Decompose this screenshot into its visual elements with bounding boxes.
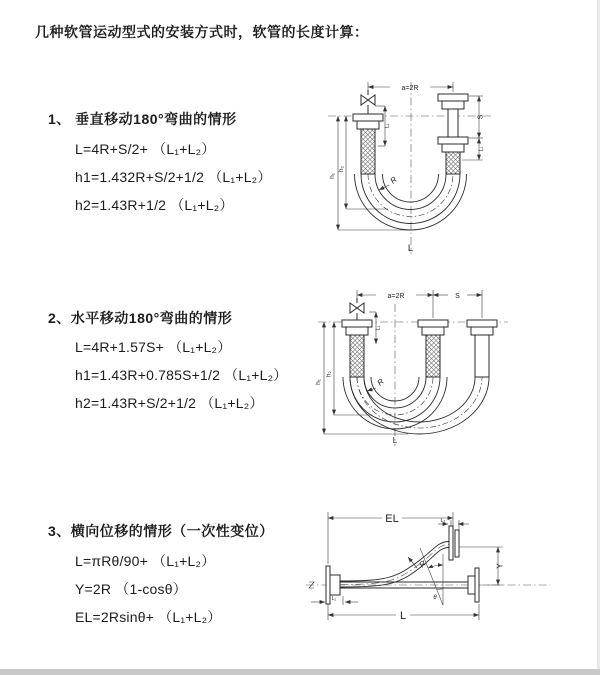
flange	[467, 320, 497, 327]
valve-icon	[368, 95, 375, 105]
dim-label-l1-left: L₁	[384, 123, 391, 129]
pipe-stem	[448, 109, 458, 137]
dim-label-el: EL	[385, 513, 399, 525]
flange	[442, 101, 464, 109]
hose-assembly	[326, 526, 479, 604]
section-1-heading: 1、 垂直移动180°弯曲的情形	[48, 111, 237, 127]
page-title: 几种软管运动型式的安装方式时，软管的长度计算：	[35, 24, 369, 40]
section-2-formula-L: L=4R+1.57S+ （L₁+L₂）	[75, 339, 232, 355]
flange	[475, 568, 479, 602]
radius-label: R	[375, 376, 386, 388]
radius-label: R	[417, 558, 428, 570]
braided-hose	[446, 152, 460, 174]
dim-label-y: Y	[495, 563, 505, 569]
flange	[330, 575, 340, 595]
angle-label: θ	[433, 595, 437, 601]
section-2-formula-h2: h2=1.43R+S/2+1/2 （L₁+L₂）	[75, 395, 264, 411]
length-label: L	[392, 436, 398, 445]
flange	[418, 320, 448, 327]
valve-icon	[350, 303, 357, 313]
flange	[471, 327, 493, 335]
length-label: L	[407, 243, 414, 254]
flange	[449, 526, 453, 560]
hose-assembly	[353, 90, 468, 174]
diagram-lateral-displacement	[298, 498, 598, 653]
section-3-formula-EL: EL=2Rsinθ+ （L₁+L₂）	[75, 609, 222, 625]
flange	[442, 144, 464, 152]
braided-hose	[361, 129, 375, 174]
section-2-formula-h1: h1=1.43R+0.785S+1/2 （L₁+L₂）	[75, 367, 288, 383]
dim-label-h2: h₂	[338, 165, 345, 173]
dimension-lines	[324, 290, 482, 434]
dim-label-h2: h₂	[325, 370, 333, 378]
dim-label-a2r: a=2R	[387, 292, 405, 300]
u-bend-arcs	[355, 174, 467, 230]
diagram-horizontal-180-bend	[310, 282, 595, 452]
diagram-vertical-180-bend	[316, 74, 596, 259]
dim-label-l: L	[399, 610, 407, 622]
braided-hose	[350, 335, 364, 377]
section-1-formula-h1: h1=1.432R+S/2+1/2 （L₁+L₂）	[75, 169, 272, 185]
flange	[346, 327, 368, 335]
flange	[357, 121, 379, 129]
dim-label-h1: h₁	[329, 173, 336, 179]
section-3-formula-L: L=πRθ/90+ （L₁+L₂）	[75, 553, 216, 569]
valve-icon	[361, 95, 368, 105]
braided-hose	[426, 335, 440, 377]
valve-icon	[357, 303, 364, 313]
dimension-lines	[311, 512, 503, 620]
dim-label-l1-right: L₁	[478, 146, 485, 152]
page-bottom-edge	[0, 669, 600, 675]
flange	[438, 94, 468, 101]
flange	[422, 327, 444, 335]
flange	[353, 114, 383, 121]
dim-label-s: S	[455, 292, 460, 300]
dim-label-l1: L₁	[375, 325, 382, 331]
hose-assembly	[342, 298, 497, 377]
flange	[342, 320, 372, 327]
dim-label-a2r: a=2R	[401, 84, 419, 92]
radius-label: R	[388, 174, 399, 186]
flange	[326, 566, 330, 604]
dim-label-s: S	[477, 114, 485, 120]
section-1-formula-h2: h2=1.43R+1/2 （L₁+L₂）	[75, 197, 234, 213]
angle-construction	[417, 548, 443, 605]
section-3-heading: 3、横向位移的情形（一次性变位）	[48, 523, 274, 539]
dim-label-h1: h₁	[315, 379, 322, 385]
centerlines	[306, 545, 550, 586]
u-bend-arcs	[343, 377, 489, 434]
section-3-formula-Y: Y=2R （1-cosθ）	[75, 581, 187, 597]
centerlines	[328, 82, 492, 254]
section-2-heading: 2、水平移动180°弯曲的情形	[48, 310, 233, 326]
dim-label-l2: L₂	[331, 596, 337, 602]
flange	[438, 137, 468, 144]
flange	[455, 530, 459, 557]
dim-label-l1: L₁	[440, 518, 446, 524]
flange	[468, 576, 475, 594]
section-1-formula-L: L=4R+S/2+ （L₁+L₂）	[75, 141, 216, 157]
hose-displaced	[475, 335, 489, 377]
